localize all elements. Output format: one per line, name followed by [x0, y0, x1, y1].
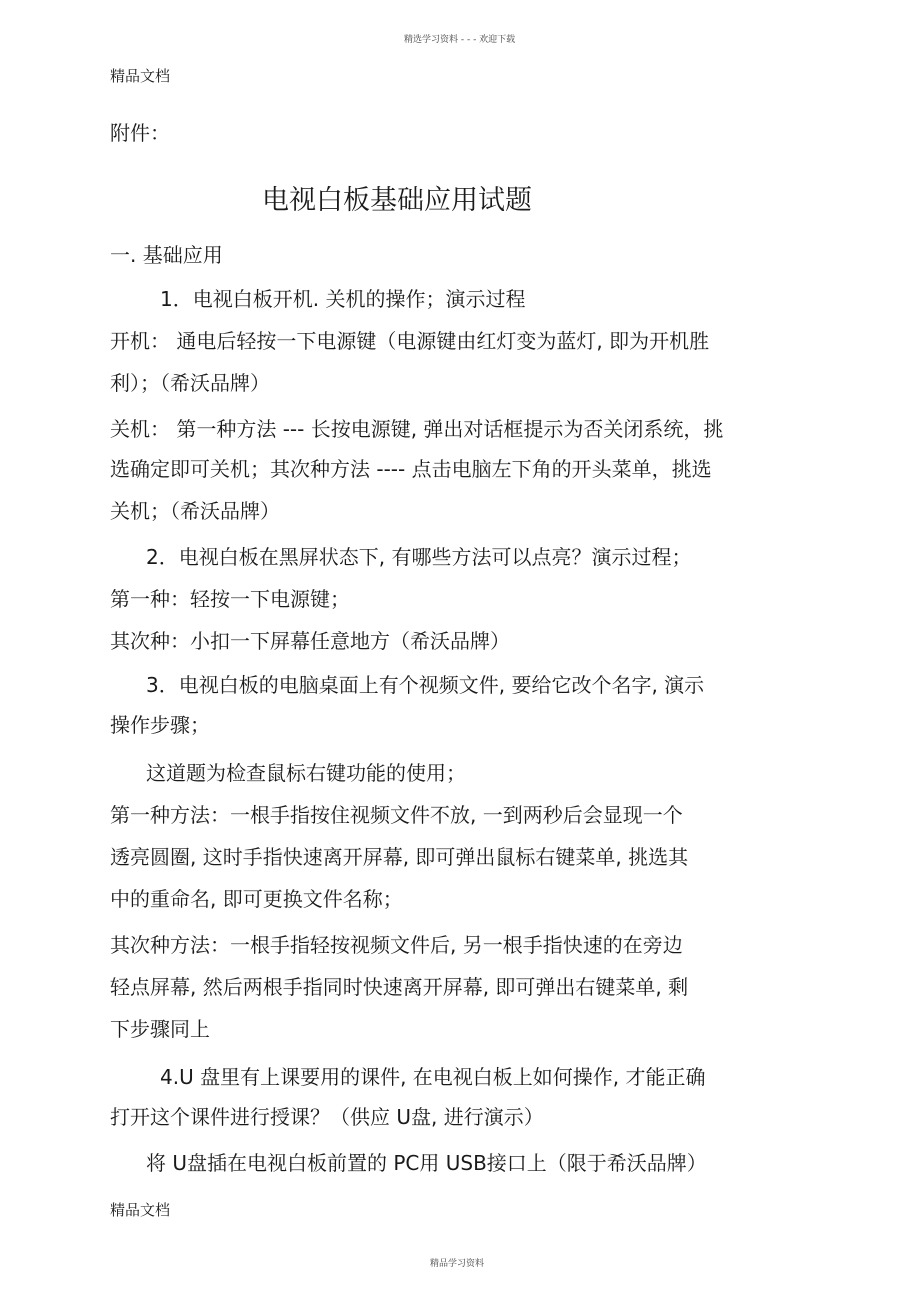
- body-line: 中的重命名, 即可更换文件名称；: [110, 887, 403, 911]
- body-line: 这道题为检查鼠标右键功能的使用；: [146, 761, 466, 785]
- section-heading: 一. 基础应用: [110, 243, 223, 267]
- body-line: 选确定即可关机；其次种方法 ---- 点击电脑左下角的开头菜单，挑选: [110, 457, 712, 481]
- body-line: 将 U盘插在电视白板前置的 PC用 USB接口上（限于希沃品牌）: [146, 1151, 707, 1175]
- header-banner: 精选学习资料 - - - 欢迎下载: [404, 35, 516, 45]
- body-line: 关机： 第一种方法 --- 长按电源键, 弹出对话框提示为否关闭系统，挑: [110, 417, 724, 441]
- body-line: 透亮圆圈, 这时手指快速离开屏幕, 即可弹出鼠标右键菜单, 挑选其: [110, 845, 689, 869]
- body-line: 关机；（希沃品牌）: [110, 499, 280, 523]
- question-2-heading: 2．电视白板在黑屏状态下, 有哪些方法可以点亮？演示过程；: [146, 545, 692, 569]
- body-line: 操作步骤；: [110, 713, 210, 737]
- body-line: 其次种：小扣一下屏幕任意地方（希沃品牌）: [110, 629, 510, 653]
- body-line: 下步骤同上: [110, 1017, 210, 1041]
- question-4-heading: 4.U 盘里有上课要用的课件, 在电视白板上如何操作, 才能正确: [160, 1065, 706, 1089]
- question-1-heading: 1．电视白板开机. 关机的操作；演示过程: [160, 287, 526, 311]
- body-line: 开机： 通电后轻按一下电源键（电源键由红灯变为蓝灯, 即为开机胜: [110, 329, 710, 353]
- footer-banner: 精品学习资料: [430, 1259, 485, 1269]
- bottom-label: 精品文档: [110, 1201, 171, 1219]
- body-line: 第一种方法：一根手指按住视频文件不放, 一到两秒后会显现一个: [110, 803, 683, 827]
- attachment-label: 附件：: [110, 121, 170, 145]
- body-line: 利）；（希沃品牌）: [110, 371, 270, 395]
- question-3-heading: 3．电视白板的电脑桌面上有个视频文件, 要给它改个名字, 演示: [146, 673, 705, 697]
- doc-title: 电视白板基础应用试题: [262, 185, 532, 216]
- body-line: 打开这个课件进行授课？（供应 U盘, 进行演示）: [110, 1105, 544, 1129]
- body-line: 轻点屏幕, 然后两根手指同时快速离开屏幕, 即可弹出右键菜单, 剩: [110, 975, 689, 999]
- body-line: 其次种方法：一根手指轻按视频文件后, 另一根手指快速的在旁边: [110, 933, 683, 957]
- body-line: 第一种：轻按一下电源键；: [110, 587, 350, 611]
- top-label: 精品文档: [110, 67, 171, 85]
